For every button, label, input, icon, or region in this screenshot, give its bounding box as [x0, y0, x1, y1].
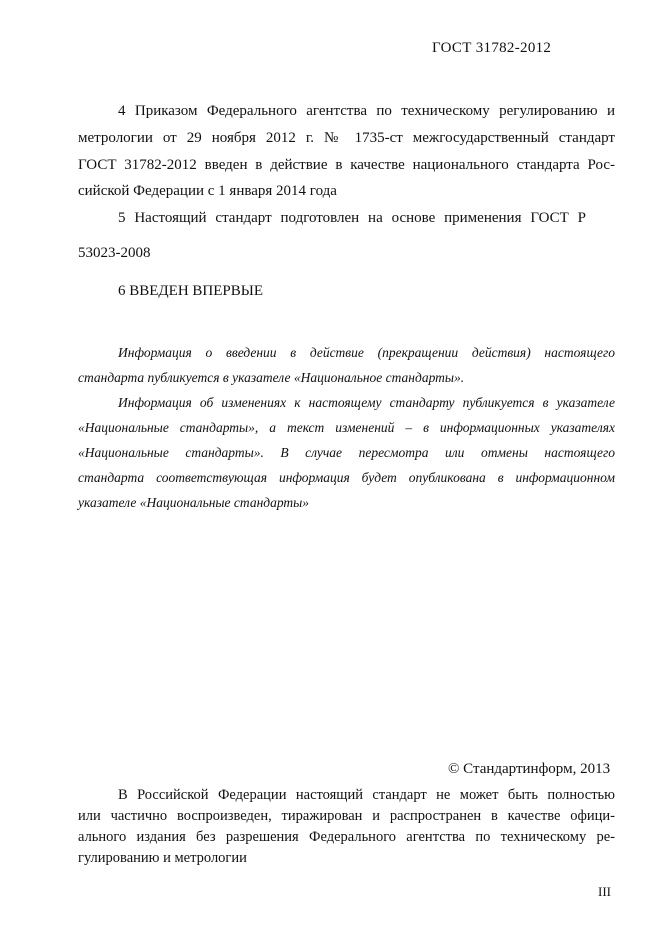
item-4-line: сийской Федерации с 1 января 2014 года	[78, 183, 337, 199]
info-notice-line: стандарта соответствующая информация будет опубликована в информационном	[78, 470, 615, 485]
item-4-line: 4 Приказом Федерального агентства по техническому регулированию и	[118, 103, 615, 119]
document-code-header: ГОСТ 31782-2012	[432, 40, 552, 56]
item-4-line: ГОСТ 31782-2012 введен в действие в качестве национального стандарта Рос-	[78, 157, 615, 173]
info-notice-line: указателе «Национальные стандарты»	[78, 495, 310, 510]
info-notice-line: Информация о введении в действие (прекращении действия) настоящего	[118, 345, 615, 360]
reproduction-line: или частично воспроизведен, тиражирован и распространен в качестве офици-	[78, 808, 615, 824]
item-6-paragraph: 6 ВВЕДЕН ВПЕРВЫЕ	[118, 283, 263, 299]
reproduction-line: В Российской Федерации настоящий стандарт не может быть полностью	[118, 787, 615, 803]
info-notice-line: стандарта публикуется в указателе «Национальное стандарты».	[78, 370, 465, 385]
reproduction-line: гулированию и метрологии	[78, 850, 247, 866]
reproduction-line: ального издания без разрешения Федерального агентства по техническому ре-	[78, 829, 615, 845]
item-5-line: 53023-2008	[78, 245, 151, 261]
item-5-line: 5 Настоящий стандарт подготовлен на основе применения ГОСТ Р	[118, 210, 586, 226]
item-4-line: метрологии от 29 ноября 2012 г. № 1735-ст межгосударственный стандарт	[78, 130, 615, 146]
info-notice-line: «Национальные стандарты», а текст изменений – в информационных указателях	[78, 420, 615, 435]
copyright-notice: © Стандартинформ, 2013	[448, 761, 611, 777]
page-number: III	[598, 884, 611, 899]
info-notice-line: «Национальные стандарты». В случае пересмотра или отмены настоящего	[78, 445, 615, 460]
info-notice-line: Информация об изменениях к настоящему стандарту публикуется в указателе	[118, 395, 615, 410]
